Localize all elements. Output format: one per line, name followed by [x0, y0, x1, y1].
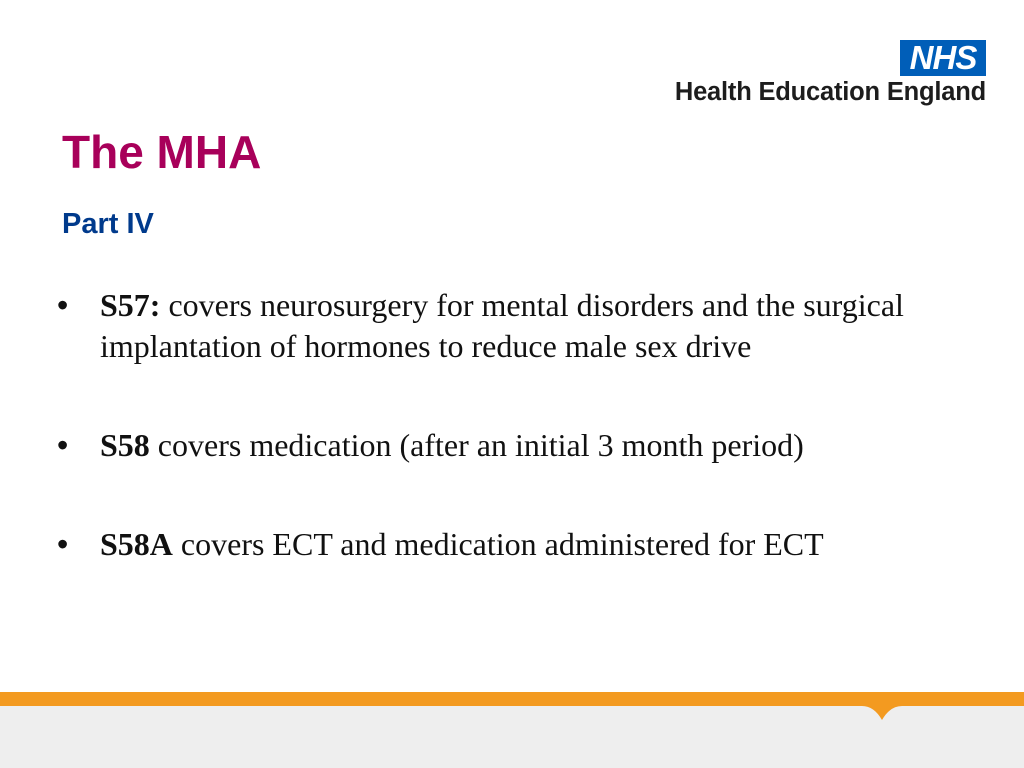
nhs-logo: NHS: [900, 40, 986, 76]
bullet-item: [55, 524, 925, 565]
section-code: S58A: [100, 526, 173, 562]
bullet-text: covers neurosurgery for mental disorders and the surgical implantation of hormones to reduce male sex drive: [100, 287, 904, 364]
bullet-icon: •: [57, 427, 69, 463]
section-code: S58: [100, 427, 150, 463]
bullet-icon: •: [57, 287, 69, 323]
slide-title: The MHA: [62, 126, 262, 178]
section-code: S57:: [100, 287, 161, 323]
bullet-item: [55, 425, 925, 466]
bullet-text: covers ECT and medication administered for ECT: [172, 526, 824, 562]
bullet-icon: •: [57, 526, 69, 562]
bullet-item: [55, 285, 925, 367]
organisation-name: Health Education England: [674, 78, 986, 106]
footer-notch: [862, 704, 902, 722]
bullet-text: covers medication (after an initial 3 month period): [149, 427, 804, 463]
logo: [636, 40, 986, 112]
slide-subtitle: Part IV: [62, 208, 154, 240]
bullet-list: [55, 285, 925, 565]
